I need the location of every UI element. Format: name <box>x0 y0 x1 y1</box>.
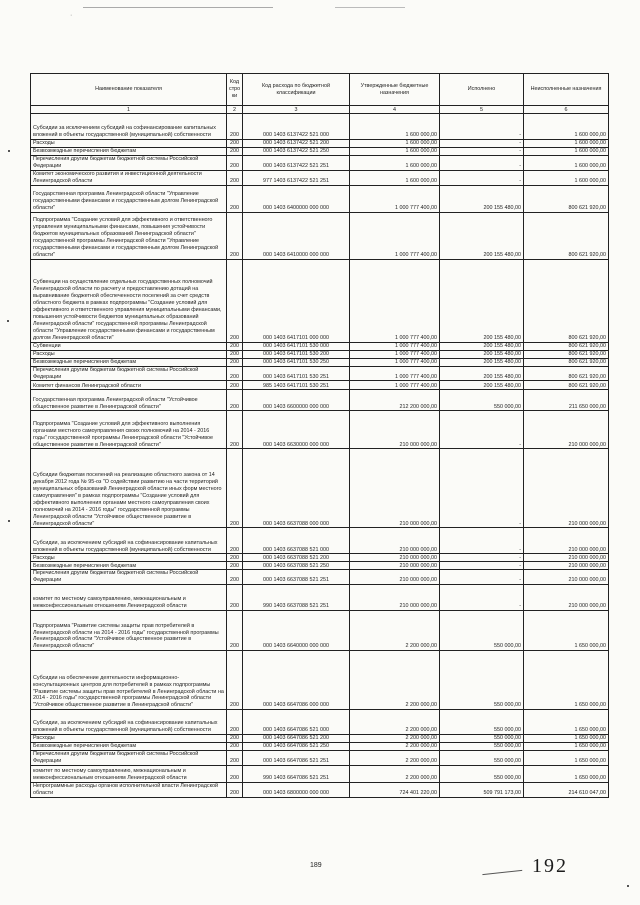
row-indicator-name: Расходы <box>31 554 227 562</box>
row-executed-amount: 200 155 480,00 <box>440 366 524 381</box>
row-budget-code: 000 1403 6417101 530 251 <box>243 366 350 381</box>
row-line-code: 200 <box>227 585 243 611</box>
row-line-code: 200 <box>227 358 243 366</box>
row-unexecuted-amount: 210 000 000,00 <box>524 562 609 570</box>
row-indicator-name: Безвозмездные перечисления бюджетам <box>31 358 227 366</box>
row-approved-amount: 1 000 777 400,00 <box>350 381 440 390</box>
table-row <box>31 751 609 766</box>
row-executed-amount: 550 000,00 <box>440 390 524 411</box>
row-unexecuted-amount: 210 000 000,00 <box>524 570 609 585</box>
table-row <box>31 358 609 366</box>
row-unexecuted-amount: 800 621 920,00 <box>524 342 609 350</box>
table-row <box>31 342 609 350</box>
row-executed-amount: - <box>440 170 524 185</box>
row-executed-amount: - <box>440 449 524 528</box>
row-indicator-name: Перечисления другим бюджетам бюджетной системы Российской Федерации <box>31 751 227 766</box>
row-approved-amount: 1 600 000,00 <box>350 114 440 140</box>
row-line-code: 200 <box>227 710 243 735</box>
handwritten-page-stamp: 192 <box>532 855 568 877</box>
row-unexecuted-amount: 800 621 920,00 <box>524 350 609 358</box>
row-budget-code: 000 1403 6647086 521 000 <box>243 710 350 735</box>
row-line-code: 200 <box>227 350 243 358</box>
row-line-code: 200 <box>227 156 243 171</box>
row-indicator-name: Перечисления другим бюджетам бюджетной системы Российской Федерации <box>31 156 227 171</box>
row-approved-amount: 1 000 777 400,00 <box>350 212 440 259</box>
row-unexecuted-amount: 1 650 000,00 <box>524 651 609 710</box>
row-executed-amount: 200 155 480,00 <box>440 212 524 259</box>
row-indicator-name: Расходы <box>31 735 227 743</box>
row-approved-amount: 210 000 000,00 <box>350 570 440 585</box>
header-line-code: Код стро ки <box>227 74 243 106</box>
row-executed-amount: - <box>440 156 524 171</box>
row-line-code: 200 <box>227 366 243 381</box>
row-budget-code: 977 1403 6137422 521 251 <box>243 170 350 185</box>
row-executed-amount: 550 000,00 <box>440 743 524 751</box>
row-indicator-name: Государственная программа Ленинградской области "Устойчивое общественное развитие в Ленинградской области" <box>31 390 227 411</box>
row-indicator-name: Подпрограмма "Развитие системы защиты прав потребителей в Ленинградской области на 2014 - 2016 годы" государственной программы Ленинградской области "Устойчивое общественное развитие в Ленинградской области" <box>31 611 227 651</box>
row-budget-code: 000 1403 6417101 530 000 <box>243 342 350 350</box>
table-header-row <box>31 74 609 106</box>
row-approved-amount: 724 401 220,00 <box>350 783 440 798</box>
row-indicator-name: Комитет экономического развития и инвестиционной деятельности Ленинградской области <box>31 170 227 185</box>
row-unexecuted-amount: 1 600 000,00 <box>524 156 609 171</box>
row-unexecuted-amount: 211 650 000,00 <box>524 390 609 411</box>
table-row <box>31 114 609 140</box>
row-approved-amount: 1 000 777 400,00 <box>350 185 440 212</box>
row-approved-amount: 210 000 000,00 <box>350 554 440 562</box>
row-executed-amount: 550 000,00 <box>440 751 524 766</box>
table-row <box>31 259 609 342</box>
row-line-code: 200 <box>227 185 243 212</box>
row-indicator-name: Безвозмездные перечисления бюджетам <box>31 743 227 751</box>
row-approved-amount: 1 000 777 400,00 <box>350 342 440 350</box>
row-executed-amount: - <box>440 554 524 562</box>
row-approved-amount: 210 000 000,00 <box>350 562 440 570</box>
row-unexecuted-amount: 1 600 000,00 <box>524 140 609 148</box>
row-indicator-name: Комитет финансов Ленинградской области <box>31 381 227 390</box>
row-unexecuted-amount: 1 600 000,00 <box>524 148 609 156</box>
row-budget-code: 990 1403 6647086 521 251 <box>243 766 350 783</box>
row-approved-amount: 210 000 000,00 <box>350 411 440 449</box>
row-indicator-name: Государственная программа Ленинградской области "Управление государственными финансами и государственным долгом Ленинградской области" <box>31 185 227 212</box>
row-approved-amount: 1 000 777 400,00 <box>350 259 440 342</box>
row-unexecuted-amount: 800 621 920,00 <box>524 366 609 381</box>
row-unexecuted-amount: 1 650 000,00 <box>524 735 609 743</box>
row-executed-amount: 200 155 480,00 <box>440 358 524 366</box>
row-budget-code: 000 1403 6637088 000 000 <box>243 449 350 528</box>
row-line-code: 200 <box>227 735 243 743</box>
table-row <box>31 554 609 562</box>
table-row <box>31 156 609 171</box>
column-number: 5 <box>440 106 524 114</box>
row-budget-code: 000 1403 6647086 521 251 <box>243 751 350 766</box>
row-line-code: 200 <box>227 751 243 766</box>
row-unexecuted-amount: 1 650 000,00 <box>524 743 609 751</box>
row-executed-amount: - <box>440 570 524 585</box>
table-row <box>31 411 609 449</box>
table-row <box>31 148 609 156</box>
column-number: 3 <box>243 106 350 114</box>
row-indicator-name: Субсидии за исключением субсидий на софинансирование капитальных вложений в объекты государственной (муниципальной) собственности <box>31 114 227 140</box>
table-row <box>31 140 609 148</box>
row-approved-amount: 1 600 000,00 <box>350 156 440 171</box>
row-indicator-name: Перечисления другим бюджетам бюджетной системы Российской Федерации <box>31 570 227 585</box>
row-unexecuted-amount: 210 000 000,00 <box>524 411 609 449</box>
handwritten-scribble <box>482 864 523 875</box>
table-row <box>31 185 609 212</box>
row-budget-code: 000 1403 6637088 521 200 <box>243 554 350 562</box>
row-line-code: 200 <box>227 140 243 148</box>
row-budget-code: 000 1403 6400000 000 000 <box>243 185 350 212</box>
row-indicator-name: Субсидии, за исключением субсидий на софинансирование капитальных вложений в объекты государственной (муниципальной) собственности <box>31 710 227 735</box>
header-budget-classification: Код расхода по бюджетной классификации <box>243 74 350 106</box>
header-executed: Исполнено <box>440 74 524 106</box>
table-row <box>31 783 609 798</box>
page-number: 189 <box>310 862 322 869</box>
table-row <box>31 381 609 390</box>
row-unexecuted-amount: 1 650 000,00 <box>524 751 609 766</box>
row-executed-amount: - <box>440 114 524 140</box>
row-approved-amount: 2 200 000,00 <box>350 651 440 710</box>
scan-speck <box>8 150 10 152</box>
row-executed-amount: - <box>440 140 524 148</box>
row-approved-amount: 1 600 000,00 <box>350 148 440 156</box>
row-approved-amount: 2 200 000,00 <box>350 743 440 751</box>
row-unexecuted-amount: 800 621 920,00 <box>524 212 609 259</box>
row-budget-code: 000 1403 6137422 521 200 <box>243 140 350 148</box>
row-indicator-name: Безвозмездные перечисления бюджетам <box>31 148 227 156</box>
table-row <box>31 735 609 743</box>
row-budget-code: 000 1403 6137422 521 250 <box>243 148 350 156</box>
table-row <box>31 651 609 710</box>
row-line-code: 200 <box>227 783 243 798</box>
row-budget-code: 990 1403 6637088 521 251 <box>243 585 350 611</box>
row-line-code: 200 <box>227 212 243 259</box>
table-row <box>31 611 609 651</box>
row-indicator-name: Подпрограмма "Создание условий для эффективного и ответственного управления муниципальными финансами, повышения устойчивости бюджетов муниципальных образований Ленинградской области" государственной программы Ленинградской области "Управление государственными финансами и государственным долгом Ленинградской области" <box>31 212 227 259</box>
row-executed-amount: 200 155 480,00 <box>440 185 524 212</box>
row-indicator-name: комитет по местному самоуправлению, межнациональным и межконфессиональным отношениям Ленинградской области <box>31 766 227 783</box>
row-approved-amount: 1 600 000,00 <box>350 170 440 185</box>
table-row <box>31 585 609 611</box>
row-executed-amount: 200 155 480,00 <box>440 381 524 390</box>
row-budget-code: 000 1403 6637088 521 250 <box>243 562 350 570</box>
row-indicator-name: Субсидии на обеспечение деятельности информационно-консультационных центров для потребителей в рамках подпрограммы "Развитие системы защиты прав потребителей в Ленинградской области на 2014 - 2016 годы" государственной программы Ленинградской области "Устойчивое общественное развитие в Ленинградской области" <box>31 651 227 710</box>
row-budget-code: 000 1403 6800000 000 000 <box>243 783 350 798</box>
scan-speck <box>7 320 9 322</box>
row-approved-amount: 2 200 000,00 <box>350 611 440 651</box>
table-row <box>31 212 609 259</box>
row-budget-code: 000 1403 6600000 000 000 <box>243 390 350 411</box>
row-line-code: 200 <box>227 611 243 651</box>
row-line-code: 200 <box>227 381 243 390</box>
row-indicator-name: Субвенции на осуществление отдельных государственных полномочий Ленинградской области по расчету и предоставлению дотаций на выравнивание бюджетной обеспеченности поселений за счет средств областного бюджета в рамках подпрограммы "Создание условий для эффективного и ответственного управления муниципальными финансами, повышения устойчивости бюджетов муниципальных образований Ленинградской области" государственной программы Ленинградской области "Управление государственными финансами и государственным долгом Ленинградской области" <box>31 259 227 342</box>
row-approved-amount: 210 000 000,00 <box>350 528 440 554</box>
row-executed-amount: - <box>440 562 524 570</box>
column-number: 2 <box>227 106 243 114</box>
row-approved-amount: 212 200 000,00 <box>350 390 440 411</box>
row-budget-code: 000 1403 6647086 000 000 <box>243 651 350 710</box>
row-line-code: 200 <box>227 651 243 710</box>
row-line-code: 200 <box>227 570 243 585</box>
row-executed-amount: 509 791 173,00 <box>440 783 524 798</box>
row-line-code: 200 <box>227 766 243 783</box>
row-unexecuted-amount: 210 000 000,00 <box>524 528 609 554</box>
table-row <box>31 449 609 528</box>
scan-speck: · <box>70 12 73 19</box>
row-executed-amount: 550 000,00 <box>440 651 524 710</box>
row-approved-amount: 2 200 000,00 <box>350 710 440 735</box>
scan-top-rule <box>83 7 273 8</box>
row-unexecuted-amount: 210 000 000,00 <box>524 554 609 562</box>
table-row <box>31 562 609 570</box>
row-budget-code: 000 1403 6417101 530 250 <box>243 358 350 366</box>
row-unexecuted-amount: 210 000 000,00 <box>524 585 609 611</box>
row-budget-code: 985 1403 6417101 530 251 <box>243 381 350 390</box>
row-line-code: 200 <box>227 114 243 140</box>
row-budget-code: 000 1403 6410000 000 000 <box>243 212 350 259</box>
column-number: 4 <box>350 106 440 114</box>
header-unexecuted: Неисполненные назначения <box>524 74 609 106</box>
row-approved-amount: 210 000 000,00 <box>350 585 440 611</box>
row-unexecuted-amount: 800 621 920,00 <box>524 185 609 212</box>
row-unexecuted-amount: 214 610 047,00 <box>524 783 609 798</box>
row-executed-amount: 200 155 480,00 <box>440 350 524 358</box>
header-approved: Утвержденные бюджетные назначения <box>350 74 440 106</box>
row-indicator-name: Безвозмездные перечисления бюджетам <box>31 562 227 570</box>
table-row <box>31 170 609 185</box>
row-budget-code: 000 1403 6137422 521 000 <box>243 114 350 140</box>
budget-report-table <box>30 73 609 798</box>
row-executed-amount: 550 000,00 <box>440 611 524 651</box>
row-indicator-name: Субсидии бюджетам поселений на реализацию областного закона от 14 декабря 2012 года № 95-оз "О содействии развитию на части территорий муниципальных образований Ленинградской области иных форм местного самоуправления" в рамках подпрограммы "Создание условий для эффективного выполнения органами местного самоуправления своих полномочий на 2014 - 2016 годы" государственной программы Ленинградской области "Устойчивое общественное развитие в Ленинградской области" <box>31 449 227 528</box>
table-row <box>31 743 609 751</box>
row-line-code: 200 <box>227 528 243 554</box>
scan-speck <box>627 885 629 887</box>
row-line-code: 200 <box>227 170 243 185</box>
row-budget-code: 000 1403 6137422 521 251 <box>243 156 350 171</box>
table-row <box>31 570 609 585</box>
row-indicator-name: Перечисления другим бюджетам бюджетной системы Российской Федерации <box>31 366 227 381</box>
row-approved-amount: 1 600 000,00 <box>350 140 440 148</box>
row-budget-code: 000 1403 6637088 521 000 <box>243 528 350 554</box>
row-executed-amount: 200 155 480,00 <box>440 342 524 350</box>
row-line-code: 200 <box>227 562 243 570</box>
row-unexecuted-amount: 210 000 000,00 <box>524 449 609 528</box>
header-indicator-name: Наименование показателя <box>31 74 227 106</box>
row-indicator-name: Субвенции <box>31 342 227 350</box>
row-budget-code: 000 1403 6637088 521 251 <box>243 570 350 585</box>
row-unexecuted-amount: 800 621 920,00 <box>524 381 609 390</box>
row-budget-code: 000 1403 6417101 530 200 <box>243 350 350 358</box>
row-approved-amount: 1 000 777 400,00 <box>350 358 440 366</box>
row-line-code: 200 <box>227 554 243 562</box>
row-unexecuted-amount: 1 650 000,00 <box>524 766 609 783</box>
row-unexecuted-amount: 1 600 000,00 <box>524 114 609 140</box>
row-line-code: 200 <box>227 743 243 751</box>
row-line-code: 200 <box>227 449 243 528</box>
row-budget-code: 000 1403 6647086 521 250 <box>243 743 350 751</box>
row-line-code: 200 <box>227 390 243 411</box>
table-row <box>31 528 609 554</box>
row-unexecuted-amount: 800 621 920,00 <box>524 358 609 366</box>
row-line-code: 200 <box>227 342 243 350</box>
row-indicator-name: комитет по местному самоуправлению, межнациональным и межконфессиональным отношениям Ленинградской области <box>31 585 227 611</box>
row-approved-amount: 1 000 777 400,00 <box>350 366 440 381</box>
row-executed-amount: - <box>440 148 524 156</box>
row-indicator-name: Субсидии, за исключением субсидий на софинансирование капитальных вложений в объекты государственной (муниципальной) собственности <box>31 528 227 554</box>
row-line-code: 200 <box>227 259 243 342</box>
row-budget-code: 000 1403 6640000 000 000 <box>243 611 350 651</box>
row-executed-amount: 550 000,00 <box>440 710 524 735</box>
row-indicator-name: Расходы <box>31 140 227 148</box>
row-unexecuted-amount: 1 650 000,00 <box>524 710 609 735</box>
table-row <box>31 390 609 411</box>
row-executed-amount: - <box>440 585 524 611</box>
column-number: 6 <box>524 106 609 114</box>
row-indicator-name: Расходы <box>31 350 227 358</box>
row-indicator-name: Непрограммные расходы органов исполнительной власти Ленинградской области <box>31 783 227 798</box>
column-number-row <box>31 106 609 114</box>
row-approved-amount: 2 200 000,00 <box>350 766 440 783</box>
row-executed-amount: 550 000,00 <box>440 766 524 783</box>
row-executed-amount: - <box>440 411 524 449</box>
table-row <box>31 350 609 358</box>
row-executed-amount: 200 155 480,00 <box>440 259 524 342</box>
scan-speck <box>8 520 10 522</box>
row-executed-amount: 550 000,00 <box>440 735 524 743</box>
row-unexecuted-amount: 800 621 920,00 <box>524 259 609 342</box>
scan-top-rule-right <box>335 7 405 8</box>
table-row <box>31 366 609 381</box>
row-line-code: 200 <box>227 411 243 449</box>
row-approved-amount: 1 000 777 400,00 <box>350 350 440 358</box>
row-unexecuted-amount: 1 650 000,00 <box>524 611 609 651</box>
row-budget-code: 000 1403 6647086 521 200 <box>243 735 350 743</box>
table-row <box>31 766 609 783</box>
row-approved-amount: 2 200 000,00 <box>350 735 440 743</box>
row-executed-amount: - <box>440 528 524 554</box>
row-budget-code: 000 1403 6417101 000 000 <box>243 259 350 342</box>
row-indicator-name: Подпрограмма "Создание условий для эффективного выполнения органами местного самоуправления своих полномочий на 2014 - 2016 годы" государственной программы Ленинградской области "Устойчивое общественное развитие в Ленинградской области" <box>31 411 227 449</box>
table-row <box>31 710 609 735</box>
row-approved-amount: 2 200 000,00 <box>350 751 440 766</box>
row-budget-code: 000 1403 6630000 000 000 <box>243 411 350 449</box>
row-approved-amount: 210 000 000,00 <box>350 449 440 528</box>
row-line-code: 200 <box>227 148 243 156</box>
column-number: 1 <box>31 106 227 114</box>
row-unexecuted-amount: 1 600 000,00 <box>524 170 609 185</box>
